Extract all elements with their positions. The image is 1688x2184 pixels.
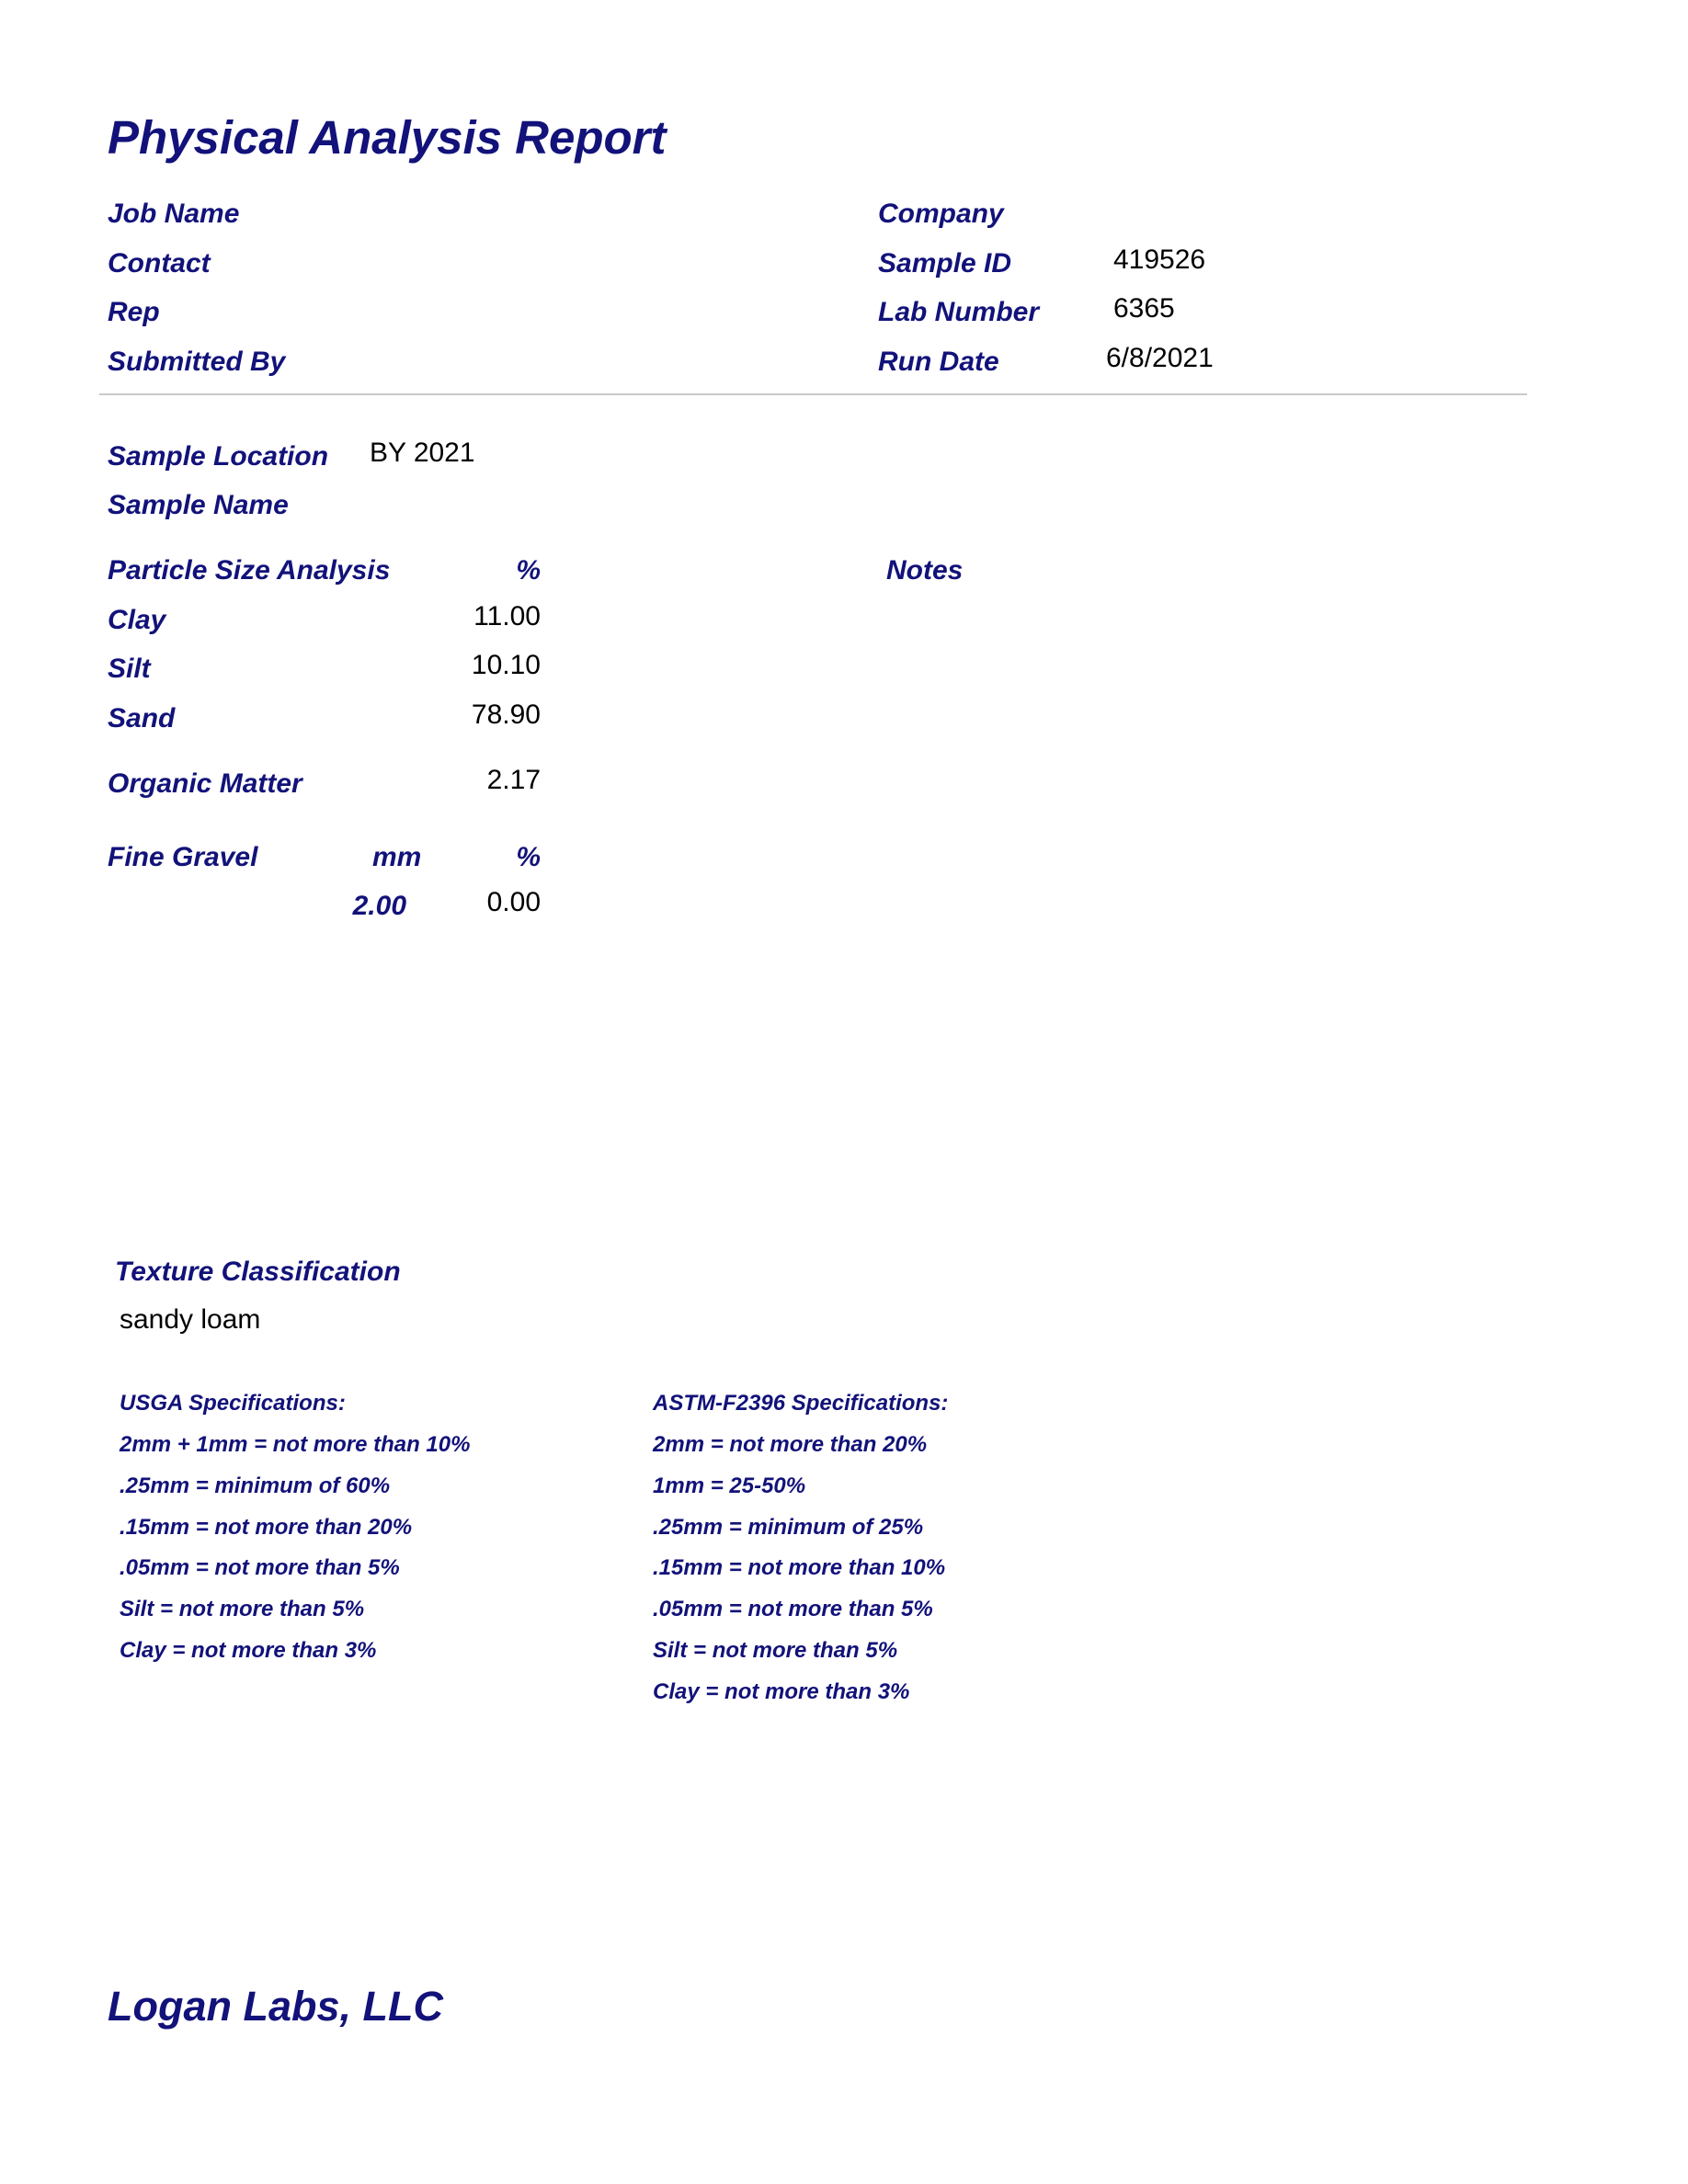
header-divider [99, 393, 1527, 395]
clay-label: Clay [108, 605, 166, 635]
usga-spec-heading: USGA Specifications: [120, 1391, 346, 1416]
sample-name-label: Sample Name [108, 490, 289, 520]
usga-spec-line: Silt = not more than 5% [120, 1597, 365, 1621]
lab-number-label: Lab Number [878, 297, 1040, 327]
astm-spec-heading: ASTM-F2396 Specifications: [653, 1391, 949, 1416]
texture-classification-label: Texture Classification [115, 1257, 401, 1287]
sample-location-label: Sample Location [108, 441, 329, 472]
clay-value: 11.00 [473, 601, 541, 631]
gravel-percent-header: % [516, 842, 541, 872]
lab-number-value: 6365 [1113, 293, 1175, 324]
organic-matter-value: 2.17 [486, 765, 541, 795]
gravel-percent-value: 0.00 [486, 887, 541, 917]
usga-spec-line: 2mm + 1mm = not more than 10% [120, 1432, 471, 1457]
particle-size-heading: Particle Size Analysis [108, 555, 391, 586]
page-title: Physical Analysis Report [108, 111, 667, 164]
sample-id-value: 419526 [1113, 245, 1206, 275]
run-date-value: 6/8/2021 [1106, 343, 1214, 373]
sample-location-value: BY 2021 [370, 438, 475, 468]
contact-label: Contact [108, 248, 211, 279]
sand-label: Sand [108, 703, 176, 734]
run-date-label: Run Date [878, 347, 999, 377]
astm-spec-line: .15mm = not more than 10% [653, 1555, 946, 1580]
percent-header: % [516, 555, 541, 586]
sample-id-label: Sample ID [878, 248, 1012, 279]
astm-spec-line: .25mm = minimum of 25% [653, 1515, 924, 1540]
rep-label: Rep [108, 297, 160, 327]
astm-spec-line: Clay = not more than 3% [653, 1679, 910, 1704]
texture-classification-value: sandy loam [120, 1304, 261, 1335]
submitted-by-label: Submitted By [108, 347, 286, 377]
usga-spec-line: Clay = not more than 3% [120, 1638, 377, 1663]
sand-value: 78.90 [471, 700, 541, 730]
astm-spec-line: .05mm = not more than 5% [653, 1597, 933, 1621]
job-name-label: Job Name [108, 199, 240, 229]
usga-spec-line: .15mm = not more than 20% [120, 1515, 413, 1540]
footer-company-name: Logan Labs, LLC [108, 1983, 443, 2030]
notes-label: Notes [886, 555, 964, 586]
usga-spec-line: .25mm = minimum of 60% [120, 1473, 391, 1498]
gravel-mm-header: mm [372, 842, 422, 872]
astm-spec-line: 1mm = 25-50% [653, 1473, 806, 1498]
company-label: Company [878, 199, 1004, 229]
astm-spec-line: Silt = not more than 5% [653, 1638, 898, 1663]
usga-spec-line: .05mm = not more than 5% [120, 1555, 400, 1580]
silt-label: Silt [108, 654, 151, 684]
gravel-mm-value: 2.00 [352, 891, 406, 921]
silt-value: 10.10 [471, 650, 541, 680]
fine-gravel-label: Fine Gravel [108, 842, 258, 872]
astm-spec-line: 2mm = not more than 20% [653, 1432, 928, 1457]
organic-matter-label: Organic Matter [108, 768, 302, 799]
